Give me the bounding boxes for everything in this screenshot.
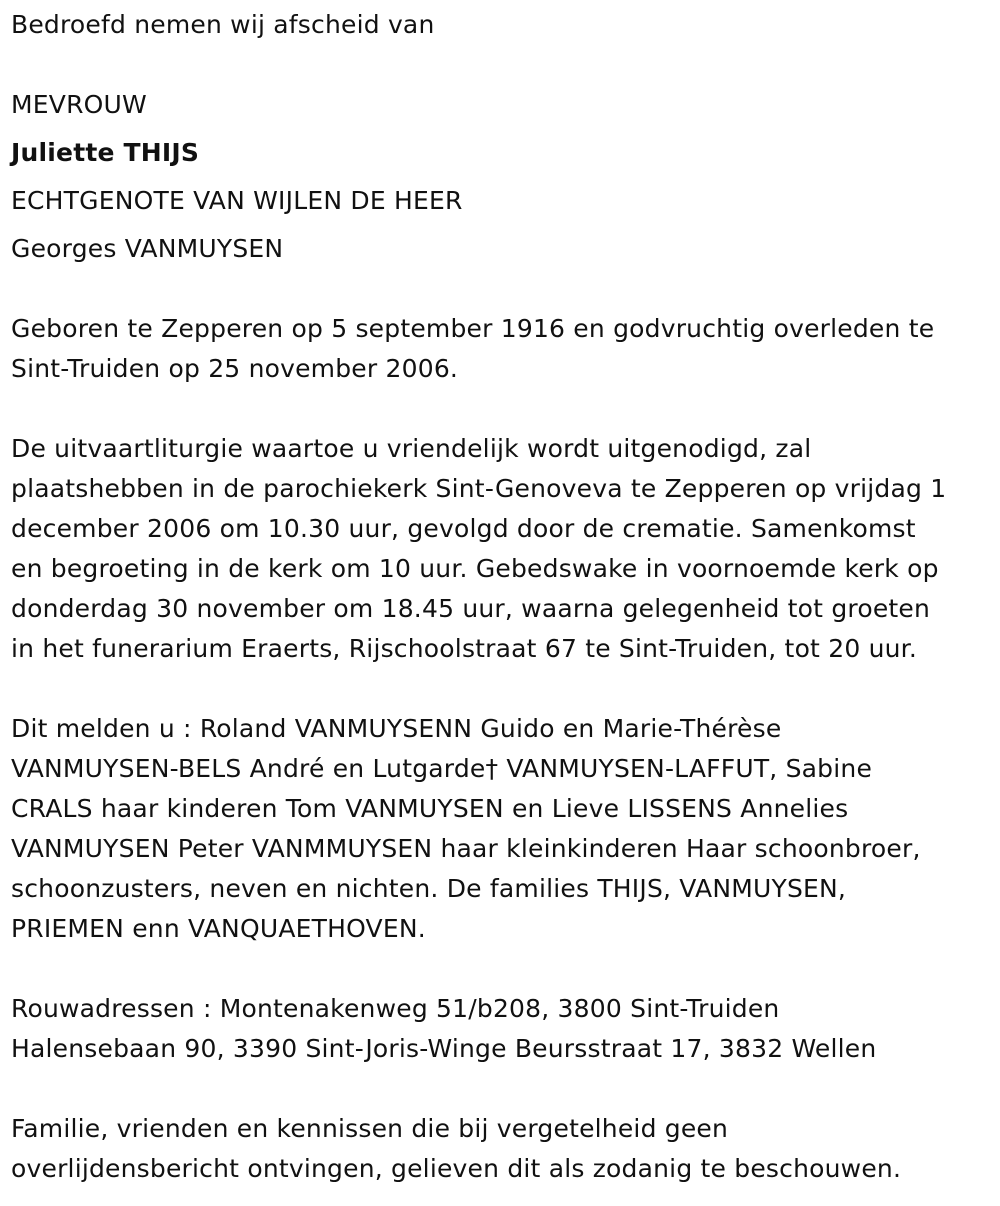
paragraph-line: in het funerarium Eraerts, Rijschoolstraat 67 te Sint-Truiden, tot 20 uur. [11,634,917,663]
paragraph-line: schoonzusters, neven en nichten. De families THIJS, VANMUYSEN, [11,874,847,903]
paragraph-line: Halensebaan 90, 3390 Sint-Joris-Winge Beursstraat 17, 3832 Wellen [11,1034,877,1063]
announcers-paragraph [11,709,986,949]
paragraph-line: CRALS haar kinderen Tom VANMUYSEN en Lieve LISSENS Annelies [11,794,849,823]
spouse-name: Georges VANMUYSEN [11,234,284,263]
paragraph-line: De uitvaartliturgie waartoe u vriendelijk wordt uitgenodigd, zal [11,434,812,463]
paragraph-line: december 2006 om 10.30 uur, gevolgd door de crematie. Samenkomst [11,514,916,543]
funeral-paragraph [11,429,986,669]
spouse-label: ECHTGENOTE VAN WIJLEN DE HEER [11,186,463,215]
paragraph-line: en begroeting in de kerk om 10 uur. Gebedswake in voornoemde kerk op [11,554,939,583]
addresses-paragraph [11,989,986,1069]
paragraph-line: VANMUYSEN-BELS André en Lutgarde† VANMUYSEN-LAFFUT, Sabine [11,754,873,783]
deceased-name: Juliette THIJS [11,138,200,167]
paragraph-line: Sint-Truiden op 25 november 2006. [11,354,459,383]
birth-death-paragraph [11,309,986,389]
paragraph-line: Dit melden u : Roland VANMUYSENN Guido en Marie-Thérèse [11,714,782,743]
paragraph-line: Geboren te Zepperen op 5 september 1916 en godvruchtig overleden te [11,314,935,343]
honorific: MEVROUW [11,90,147,119]
paragraph-line: overlijdensbericht ontvingen, gelieven dit als zodanig te beschouwen. [11,1154,902,1183]
closing-paragraph [11,1109,986,1189]
paragraph-line: plaatshebben in de parochiekerk Sint-Genoveva te Zepperen op vrijdag 1 [11,474,947,503]
paragraph-line: VANMUYSEN Peter VANMMUYSEN haar kleinkinderen Haar schoonbroer, [11,834,921,863]
paragraph-line: Rouwadressen : Montenakenweg 51/b208, 3800 Sint-Truiden [11,994,780,1023]
paragraph-line: Familie, vrienden en kennissen die bij vergetelheid geen [11,1114,729,1143]
intro-text: Bedroefd nemen wij afscheid van [11,10,435,39]
paragraph-line: donderdag 30 november om 18.45 uur, waarna gelegenheid tot groeten [11,594,931,623]
paragraph-line: PRIEMEN enn VANQUAETHOVEN. [11,914,426,943]
